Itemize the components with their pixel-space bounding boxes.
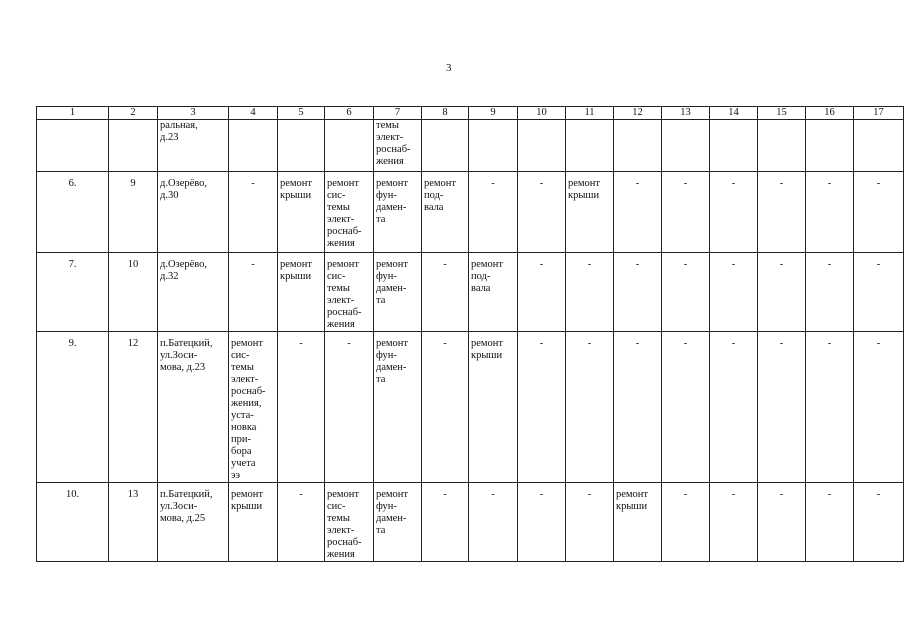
table-cell: д.Озерёво, д.30 [158, 172, 229, 253]
table-cell [518, 120, 566, 172]
table-cell: ремонт крыши [469, 332, 518, 483]
table-cell: ремонт сис- темы элект- роснаб- жения [325, 483, 374, 562]
table-cell: - [806, 253, 854, 332]
table-cell: - [278, 332, 325, 483]
table-cell: - [806, 332, 854, 483]
table-cell [37, 120, 109, 172]
table-cell: 12 [109, 332, 158, 483]
table-cell: 10. [37, 483, 109, 562]
table-cell: 6. [37, 172, 109, 253]
table-cell: темы элект- роснаб- жения [374, 120, 422, 172]
table-cell: - [806, 172, 854, 253]
table-row [37, 483, 904, 562]
table-cell: ремонт фун- дамен- та [374, 332, 422, 483]
table-cell: - [710, 332, 758, 483]
table-cell: - [854, 483, 904, 562]
table-cell: ремонт сис- темы элект- роснаб- жения [325, 172, 374, 253]
table-cell [109, 120, 158, 172]
table-cell: - [469, 483, 518, 562]
column-header: 14 [710, 107, 758, 120]
table-cell [469, 120, 518, 172]
table-cell: - [854, 332, 904, 483]
table-row [37, 253, 904, 332]
table-cell: - [518, 332, 566, 483]
table-cell [566, 120, 614, 172]
table-cell [662, 120, 710, 172]
column-header: 11 [566, 107, 614, 120]
table-cell: - [710, 253, 758, 332]
table-cell: - [278, 483, 325, 562]
table-cell: ремонт под- вала [469, 253, 518, 332]
table-cell: - [229, 172, 278, 253]
table-cell: - [854, 253, 904, 332]
column-header: 5 [278, 107, 325, 120]
table-row [37, 172, 904, 253]
table-cell: - [422, 332, 469, 483]
table-cell: - [662, 332, 710, 483]
table-cell [325, 120, 374, 172]
column-header: 1 [37, 107, 109, 120]
table-cell: - [758, 172, 806, 253]
table-cell: - [422, 483, 469, 562]
table-cell: - [662, 172, 710, 253]
table-cell: - [518, 172, 566, 253]
table-header-row [37, 107, 904, 120]
table-cell: ремонт крыши [566, 172, 614, 253]
table-cell: - [710, 483, 758, 562]
table-cell: - [325, 332, 374, 483]
table-row [37, 120, 904, 172]
table-cell [229, 120, 278, 172]
table-cell: 9 [109, 172, 158, 253]
table-cell [614, 120, 662, 172]
table-cell: - [566, 253, 614, 332]
table-cell [710, 120, 758, 172]
table-cell: - [518, 253, 566, 332]
column-header: 13 [662, 107, 710, 120]
table-cell [422, 120, 469, 172]
table-cell: ремонт сис- темы элект- роснаб- жения, уста- новка при- бора учета ээ [229, 332, 278, 483]
table-cell: ральная, д.23 [158, 120, 229, 172]
table-cell: ремонт сис- темы элект- роснаб- жения [325, 253, 374, 332]
column-header: 4 [229, 107, 278, 120]
table-cell [806, 120, 854, 172]
repair-plan-table [36, 106, 904, 562]
column-header: 8 [422, 107, 469, 120]
table-cell: 7. [37, 253, 109, 332]
table-cell: п.Батецкий, ул.Зоси- мова, д.23 [158, 332, 229, 483]
table-cell: 9. [37, 332, 109, 483]
table-cell: - [710, 172, 758, 253]
table-cell: - [806, 483, 854, 562]
table-cell: - [662, 483, 710, 562]
table-cell: 13 [109, 483, 158, 562]
table-cell: п.Батецкий, ул.Зоси- мова, д.25 [158, 483, 229, 562]
table-cell: - [758, 483, 806, 562]
table-cell: - [518, 483, 566, 562]
table-cell: ремонт крыши [229, 483, 278, 562]
column-header: 15 [758, 107, 806, 120]
table-cell: - [614, 172, 662, 253]
table-cell: - [758, 253, 806, 332]
column-header: 16 [806, 107, 854, 120]
column-header: 3 [158, 107, 229, 120]
table-cell: д.Озерёво, д.32 [158, 253, 229, 332]
table-cell: - [229, 253, 278, 332]
column-header: 6 [325, 107, 374, 120]
table-cell: - [614, 253, 662, 332]
column-header: 12 [614, 107, 662, 120]
table-cell: ремонт под- вала [422, 172, 469, 253]
table-cell: ремонт фун- дамен- та [374, 483, 422, 562]
table-cell: - [854, 172, 904, 253]
page-number: 3 [446, 62, 452, 74]
table-cell: - [758, 332, 806, 483]
table-cell: ремонт фун- дамен- та [374, 253, 422, 332]
column-header: 9 [469, 107, 518, 120]
table-cell: - [662, 253, 710, 332]
table-cell [854, 120, 904, 172]
table-row [37, 332, 904, 483]
table-cell: 10 [109, 253, 158, 332]
table-cell: ремонт крыши [278, 253, 325, 332]
table-cell: ремонт крыши [278, 172, 325, 253]
table-cell: ремонт крыши [614, 483, 662, 562]
table-cell [278, 120, 325, 172]
column-header: 10 [518, 107, 566, 120]
table-cell: - [566, 332, 614, 483]
column-header: 2 [109, 107, 158, 120]
table-cell: - [614, 332, 662, 483]
table-cell [758, 120, 806, 172]
column-header: 7 [374, 107, 422, 120]
column-header: 17 [854, 107, 904, 120]
table-cell: - [566, 483, 614, 562]
table-cell: - [422, 253, 469, 332]
table-cell: ремонт фун- дамен- та [374, 172, 422, 253]
table-cell: - [469, 172, 518, 253]
